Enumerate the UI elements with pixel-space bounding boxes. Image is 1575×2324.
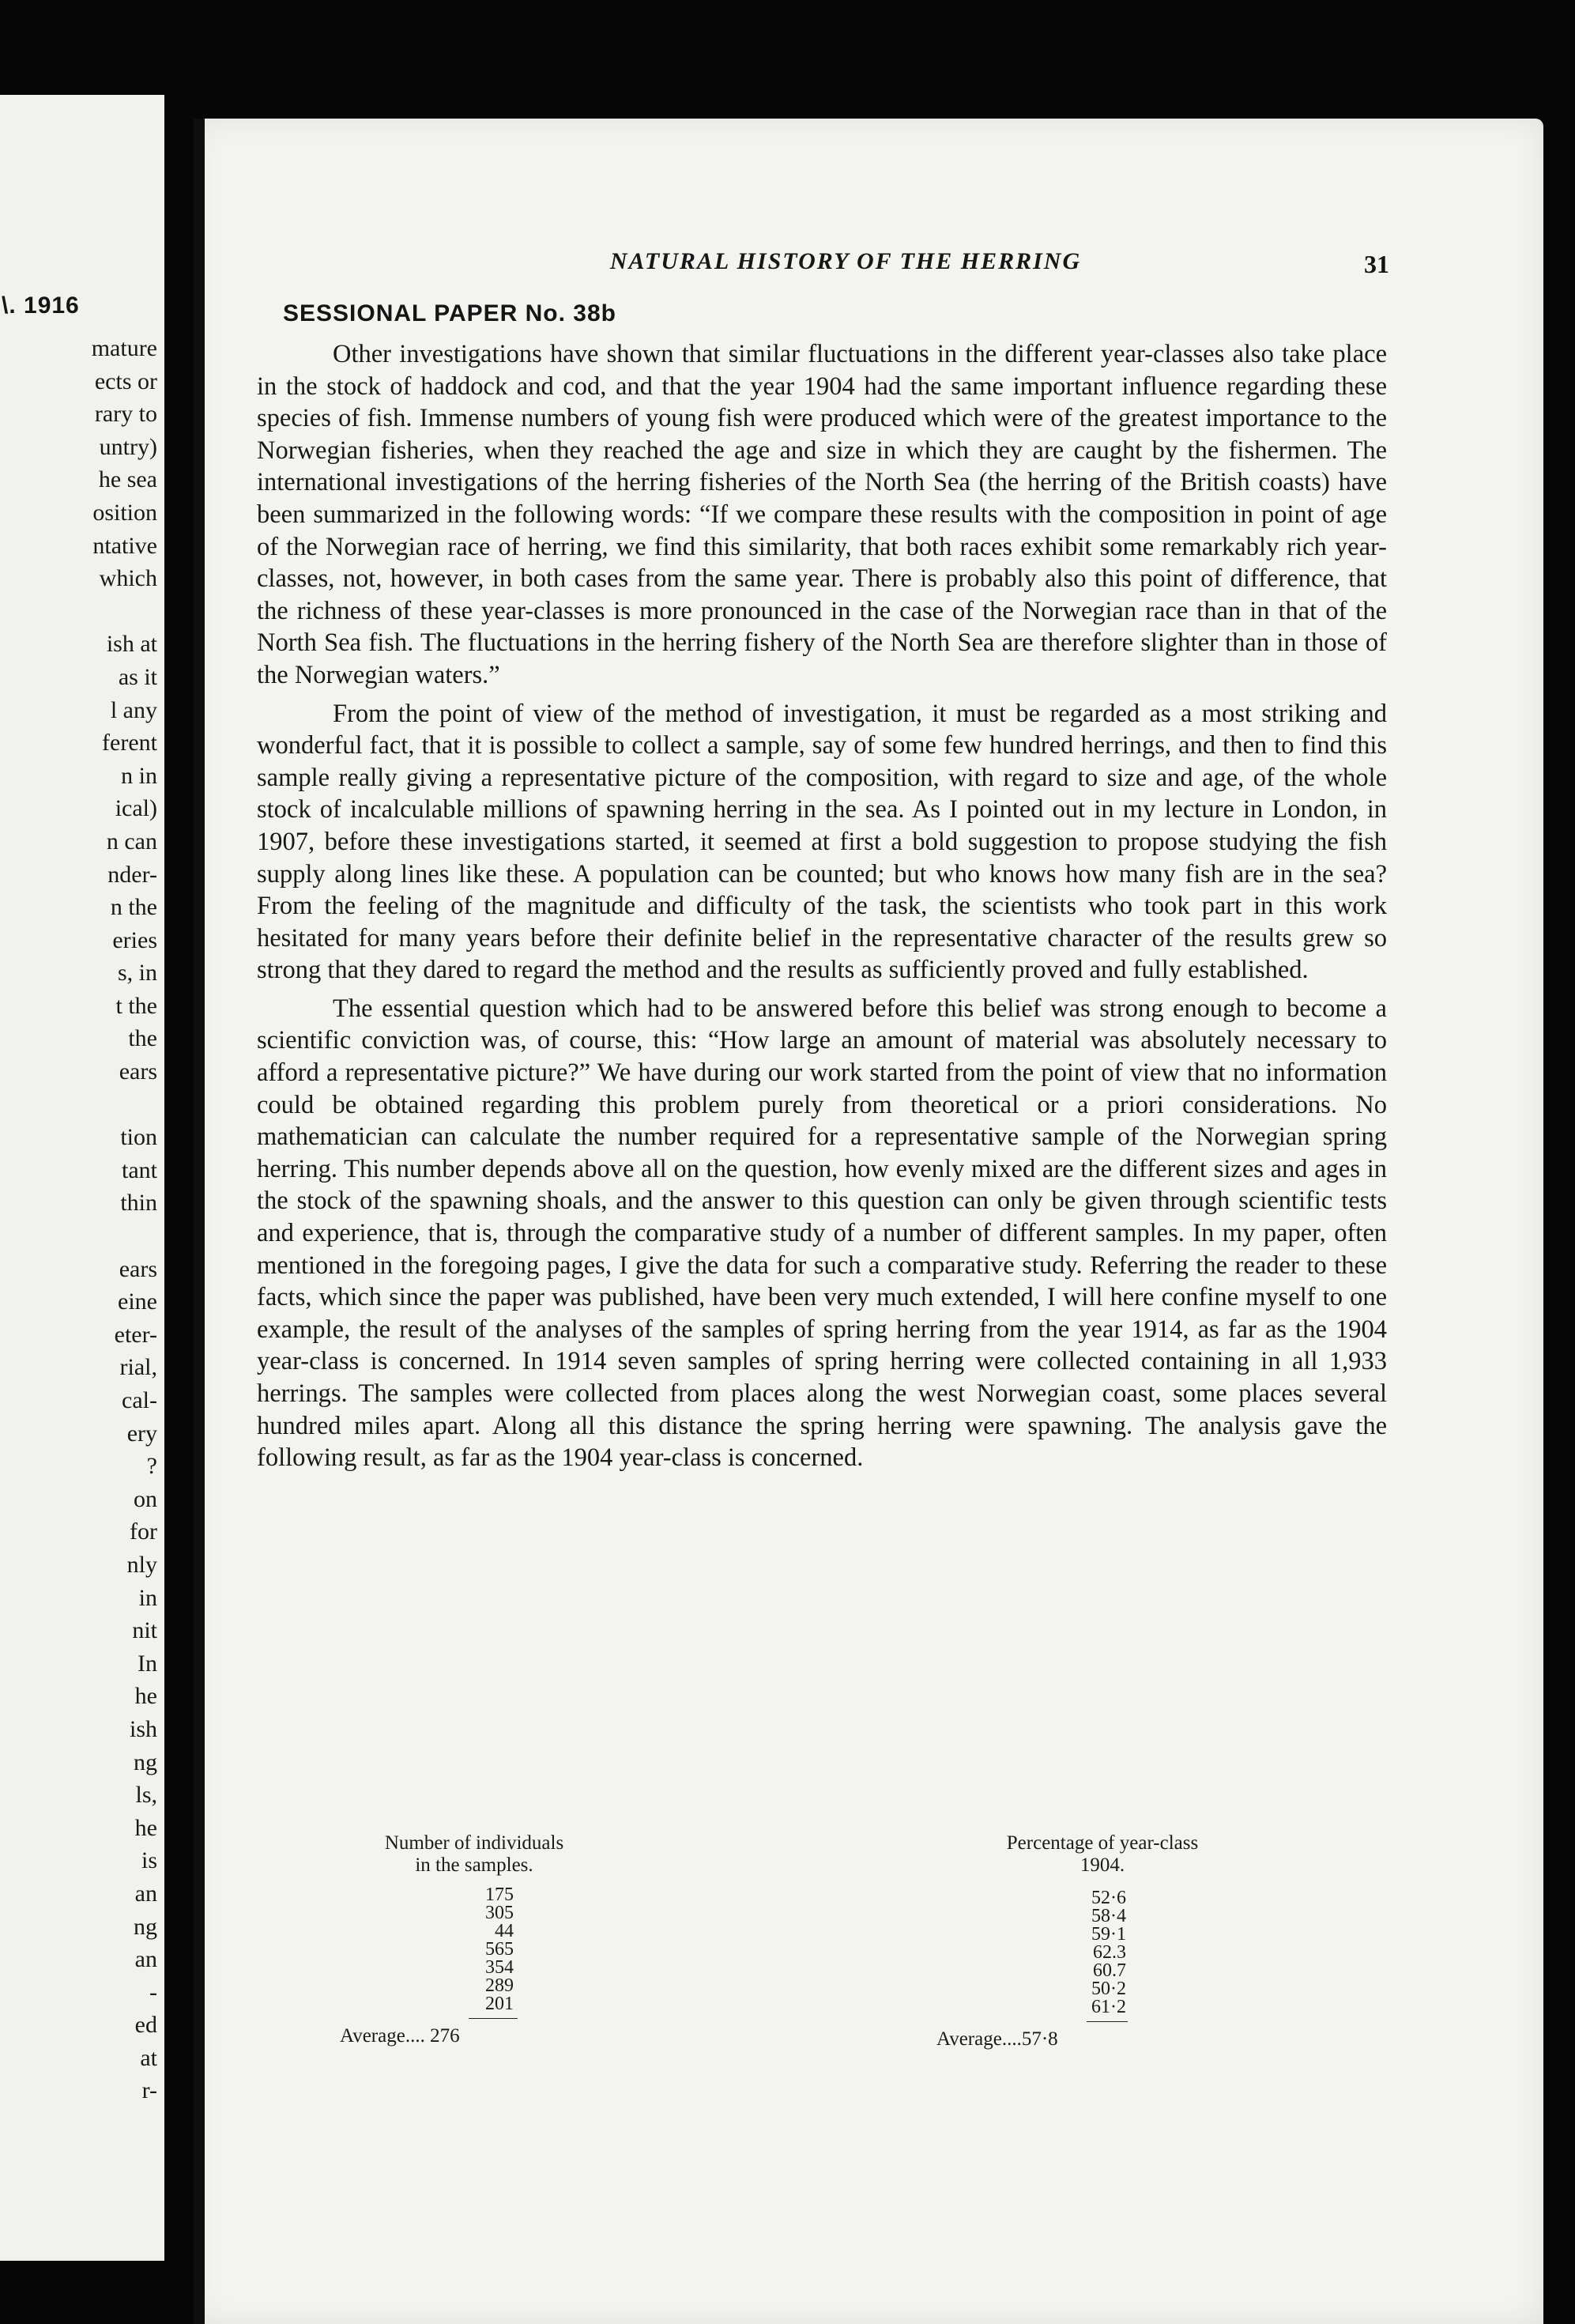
previous-page-fragment: an	[134, 1880, 157, 1907]
individuals-header-line-2: in the samples.	[415, 1854, 533, 1876]
previous-page-fragment: rial,	[119, 1354, 157, 1381]
previous-page-fragment: untry)	[99, 433, 157, 460]
sum-rule	[1087, 2021, 1128, 2022]
table-cell: 52·6	[1091, 1888, 1126, 1908]
previous-page-fragment: ears	[119, 1255, 157, 1282]
body-text	[257, 338, 1387, 1481]
previous-page-fragment: tion	[120, 1124, 157, 1151]
previous-page-fragment: ects or	[94, 368, 157, 394]
table-cell: 44	[495, 1921, 514, 1941]
previous-page-fragment: ls,	[135, 1782, 157, 1809]
table-cell: 58·4	[1091, 1906, 1126, 1926]
individuals-average: Average.... 276	[340, 2025, 460, 2047]
paragraph-2: From the point of view of the method of investigation, it must be regarded as a most striking and wonderful fact, that it is possible to collect a sample, say of some few hundred herrings, and then to find this sample really giving a representative picture of the composition, with regard to size and age, of the whole stock of incalculable millions of spawning herring in the sea. As I pointed out in my lecture in London, in 1907, before these investigations started, it seemed at first a bold suggestion to propose studying the fish supply along lines like these. A population can be counted; but who knows how many fish are in the sea? From the feeling of the magnitude and difficulty of the task, the scientists who took part in this work hesitated for many years before their definite belief in the representative character of the results grew so strong that they dared to regard the method and the results as sufficiently proved and fully established.	[257, 699, 1387, 985]
previous-page-fragment: he	[134, 1814, 157, 1841]
previous-page-fragment: in	[138, 1584, 157, 1611]
previous-page-fragment: as it	[118, 663, 157, 690]
paragraph-1: Other investigations have shown that similar fluctuations in the different year-classes also take place in the stock of haddock and cod, and that the year 1904 had the same important influence regarding these species of fish. Immense numbers of young fish were produced which were of the greatest importance to the Norwegian fisheries, when they reached the age and size in which they are caught by the fishermen. The international investigations of the herring fisheries of the North Sea (the herring of the British coasts) have been summarized in the following words: “If we compare these results with the composition in point of age of the Norwegian race of herring, we find this similarity, that both races exhibit some remarkably rich year-classes, not, however, in both cases from the same year. There is probably also this point of difference, that the richness of these year-classes is more pronounced in the case of the Norwegian race than in that of the North Sea fish. The fluctuations in the herring fishery of the North Sea are therefore slighter than in those of the Norwegian waters.”	[257, 340, 1387, 689]
individuals-column	[257, 1832, 699, 2047]
previous-page-fragment: for	[130, 1519, 157, 1545]
previous-page-fragment: an	[134, 1946, 157, 1973]
percentage-average: Average....57·8	[936, 2028, 1058, 2050]
previous-page-fragment: t the	[115, 992, 157, 1019]
previous-page-fragment: l any	[110, 696, 157, 723]
table-cell: 61·2	[1091, 1997, 1126, 2017]
sum-rule	[469, 2018, 518, 2019]
previous-page-fragment: the	[128, 1025, 157, 1052]
table-cell: 305	[485, 1903, 514, 1923]
previous-page-fragment: ears	[119, 1058, 157, 1085]
previous-page-fragment: ed	[134, 2012, 157, 2039]
previous-page-fragment: tant	[122, 1156, 157, 1183]
previous-page-text-fragments	[0, 332, 162, 2107]
previous-page-header: \. 1916	[2, 292, 80, 319]
table-cell: 60.7	[1093, 1960, 1126, 1981]
previous-page-fragment: at	[140, 2044, 157, 2071]
previous-page-fragment: ferent	[102, 730, 157, 756]
previous-page-fragment: ical)	[115, 795, 157, 822]
individuals-header-line-1: Number of individuals	[384, 1832, 564, 1854]
percentage-header-line-1: Percentage of year-class	[1006, 1832, 1199, 1854]
running-head: NATURAL HISTORY OF THE HERRING	[609, 248, 1082, 274]
sessional-paper-label: SESSIONAL PAPER No. 38b	[283, 300, 616, 326]
previous-page-edge	[0, 95, 164, 2261]
individuals-column-header	[304, 1832, 644, 1877]
table-cell: 59·1	[1091, 1924, 1126, 1945]
table-cell: 50·2	[1091, 1979, 1126, 1999]
previous-page-fragment: ?	[146, 1453, 157, 1480]
previous-page-fragment	[0, 1088, 157, 1122]
table-cell: 62.3	[1093, 1942, 1126, 1963]
previous-page-fragment: he sea	[98, 466, 157, 493]
previous-page-fragment: he	[134, 1683, 157, 1710]
previous-page-fragment: ntative	[92, 532, 157, 559]
percentage-column-header	[936, 1832, 1268, 1877]
previous-page-fragment: s, in	[117, 960, 157, 987]
table-cell: 354	[485, 1957, 514, 1978]
percentage-values	[936, 1889, 1126, 2017]
previous-page-fragment: r-	[141, 2077, 157, 2104]
previous-page-fragment: nly	[126, 1551, 157, 1578]
page-number: 31	[1364, 250, 1389, 278]
previous-page-fragment: rary to	[94, 401, 157, 428]
sample-table	[257, 1832, 1387, 2101]
previous-page-fragment: n can	[106, 828, 157, 855]
previous-page-fragment: eter-	[114, 1321, 157, 1348]
previous-page-fragment: on	[134, 1485, 157, 1512]
previous-page-fragment: ish	[129, 1715, 157, 1742]
previous-page-fragment: cal-	[122, 1387, 157, 1413]
previous-page-fragment: thin	[120, 1190, 157, 1217]
previous-page-fragment: osition	[92, 499, 157, 526]
previous-page-fragment: ng	[134, 1913, 157, 1940]
previous-page-fragment: mature	[91, 335, 157, 361]
paragraph-3: The essential question which had to be answered before this belief was strong enough to become a scientific conviction was, of course, this: “How large an amount of material was absolutely necessary to afford a representative picture?” We have during our work started from the point of view that no information could be obtained regarding this problem purely from theoretical or a priori considerations. No mathematician can calculate the number required for a representative sample of the Norwegian spring herring. This number depends above all on the question, how evenly mixed are the different sizes and ages in the stock of the spawning shoals, and the answer to this question can only be given through scientific tests and experience, that is, through the comparative study of a number of different samples. In my paper, often mentioned in the foregoing pages, I give the data for such a comparative study. Referring the reader to these facts, which since the paper was published, have been very much extended, I will here confine myself to one example, the result of the analyses of the samples of spring herring from the year 1914, as far as the 1904 year-class is concerned. In 1914 seven samples of spring herring were collected containing in all 1,933 herrings. The samples were collected from places along the west Norwegian coast, some places several hundred miles apart. Along all this distance the spring herring were spawning. The analysis gave the following result, as far as the 1904 year-class is concerned.	[257, 994, 1387, 1473]
previous-page-fragment: ng	[134, 1749, 157, 1775]
previous-page-fragment: eine	[118, 1288, 157, 1315]
previous-page-fragment: -	[149, 1979, 157, 2005]
previous-page-fragment: n in	[121, 762, 157, 789]
previous-page-fragment: nit	[132, 1617, 157, 1644]
previous-page-fragment: In	[138, 1650, 157, 1677]
previous-page-fragment	[0, 595, 157, 628]
percentage-column	[936, 1832, 1379, 2050]
table-cell: 289	[485, 1975, 514, 1996]
table-cell: 201	[485, 1994, 514, 2014]
table-cell: 565	[485, 1939, 514, 1960]
previous-page-fragment: n the	[110, 894, 157, 921]
previous-page-fragment: eries	[112, 926, 157, 953]
previous-page-fragment: which	[99, 565, 157, 592]
page-binding-edge	[194, 119, 205, 2324]
previous-page-fragment: ery	[126, 1420, 157, 1447]
previous-page-fragment	[0, 1220, 157, 1253]
previous-page-fragment: ish at	[106, 631, 157, 658]
percentage-header-line-2: 1904.	[1080, 1854, 1125, 1876]
individuals-values	[257, 1886, 514, 2013]
previous-page-fragment: nder-	[107, 861, 157, 888]
table-cell: 175	[485, 1884, 514, 1905]
previous-page-fragment: is	[141, 1847, 157, 1874]
